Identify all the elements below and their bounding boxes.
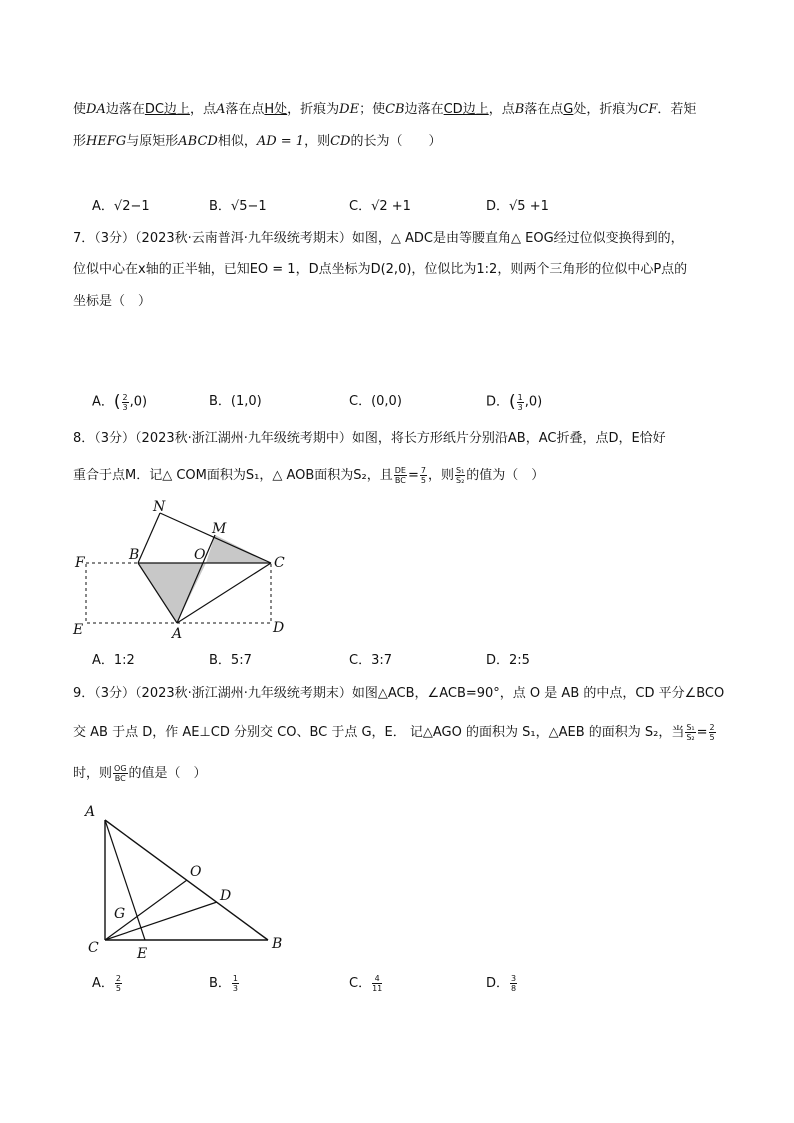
fraction-denominator: S₂ [455,476,465,485]
q6-text: 的长为（ ） [350,134,442,149]
fraction-denominator: BC [394,476,406,485]
q6-text: ，点 [488,102,515,117]
fraction-denominator: 11 [372,984,383,993]
q8-text: ，则 [427,468,454,483]
q6-math: B [514,102,525,117]
q7-option-b[interactable] [209,392,262,412]
q6-text: 使 [73,102,87,117]
fraction-numerator: 1 [232,974,239,983]
q6-text: 相似， [217,134,257,149]
q8-figure [70,495,300,645]
q8-fraction-s1-s2 [455,466,465,485]
q9-fraction-og-bc [113,764,128,783]
option-paren: ( [509,392,516,412]
option-text: √2−1 [113,199,150,214]
q6-text: ；使 [359,102,386,117]
option-text: √5−1 [230,199,267,214]
option-letter: B． [209,976,231,991]
fraction-denominator: 5 [420,476,426,485]
q8-line-2 [73,466,544,486]
q6-text: ，折痕为 [287,102,340,117]
q6-math: AD = 1 [256,134,305,149]
fraction-numerator: 4 [372,974,382,984]
option-fraction [232,974,239,993]
option-text: (1,0) [230,394,262,409]
option-letter: C． [349,199,372,214]
q6-math: CF [638,102,658,117]
fraction-numerator: OG [114,764,127,773]
fraction-numerator: 2 [115,974,121,983]
fraction-denominator: 5 [709,733,715,742]
q6-text: ．若矩 [657,102,697,117]
q7-option-a[interactable] [92,392,147,413]
option-letter: A． [92,394,114,410]
fraction-numerator: S₁ [686,723,695,732]
q9-label-e: E [137,946,148,962]
option-letter: C． [349,394,372,409]
fraction-denominator: S₂ [686,733,695,742]
fraction-denominator: BC [114,774,126,783]
q9-line-2 [73,723,717,743]
q9-text: 的值是（ ） [128,766,207,781]
option-letter: D． [486,976,510,991]
q6-underlined-text: H处 [264,102,288,117]
fraction-denominator: 3 [122,402,128,412]
q6-math: DE [339,102,360,117]
q6-text: 落在点 [225,102,265,117]
q8-label-b: B [129,547,140,563]
option-letter: A． [92,199,114,214]
option-fraction [122,393,129,412]
option-text: (0,0) [371,394,402,409]
q9-fraction-2-5 [709,723,716,742]
q7-line-2: 位似中心在x轴的正半轴，已知EO = 1，D点坐标为D(2,0)，位似比为1:2，则两个三角形的位似中心P点的 [73,262,688,277]
option-letter: B． [209,199,231,214]
q8-text: 重合于点M．记△ COM面积为S₁，△ AOB面积为S₂，且 [73,468,393,483]
q9-label-a: A [85,804,96,820]
option-letter: A． [92,976,114,991]
q8-text: 的值为（ ） [466,468,545,483]
q6-text: ，则 [304,134,331,149]
q9-text: 交 AB 于点 D，作 AE⊥CD 分别交 CO、BC 于点 G，E． 记△AGO 的面积为 S₁，△AEB 的面积为 S₂，当 [73,725,685,740]
q6-option-a[interactable] [92,197,150,217]
q6-option-c[interactable] [349,197,411,217]
q8-option-b[interactable] [209,651,252,671]
q9-label-c: C [88,940,99,956]
q9-option-c[interactable] [349,974,383,994]
q8-option-a[interactable] [92,651,135,671]
option-text: ,0) [129,394,148,410]
q9-label-d: D [220,888,232,904]
q9-label-o: O [190,864,202,880]
fraction-numerator: 1 [517,392,523,402]
q9-option-b[interactable] [209,974,240,994]
q9-option-a[interactable] [92,974,123,994]
q9-line-1: 9．（3分）（2023秋·浙江湖州·九年级统考期末）如图△ACB，∠ACB=90°，点 O 是 AB 的中点，CD 平分∠BCO [73,686,725,701]
q6-math: CD [330,134,351,149]
q8-label-f: F [75,555,85,571]
q8-line-bn [138,513,160,563]
option-fraction [517,393,524,412]
q8-shaded-triangle-aob [138,563,206,623]
q9-line-ae [105,820,145,940]
q6-line-1 [73,100,696,120]
q8-option-d[interactable] [486,651,530,671]
q6-math: DA [86,102,106,117]
fraction-denominator: 3 [517,402,523,412]
fraction-numerator: S₁ [455,466,465,475]
q8-label-d: D [273,620,285,636]
option-text: 2:5 [509,653,530,668]
q8-label-c: C [274,555,285,571]
q8-fraction-7-5 [420,466,427,485]
fraction-numerator: 2 [709,723,715,732]
q8-option-c[interactable] [349,651,392,671]
fraction-denominator: 8 [511,984,517,993]
fraction-numerator: 7 [420,466,426,475]
option-letter: D． [486,199,510,214]
fraction-denominator: 5 [115,984,121,993]
q6-text: 形 [73,134,87,149]
q6-underlined-text: DC边上 [144,102,190,117]
option-text: 5:7 [230,653,252,668]
q8-line-1: 8．（3分）（2023秋·浙江湖州·九年级统考期中）如图，将长方形纸片分别沿AB，AC折叠，点D，E恰好 [73,431,666,446]
q6-math: A [215,102,226,117]
q7-option-d[interactable] [486,392,542,413]
q6-underlined-text: CD边上 [443,102,489,117]
q9-fraction-s1-s2 [685,723,695,742]
q6-math: ABCD [178,134,218,149]
option-fraction [115,974,122,993]
q6-math: CB [385,102,405,117]
q7-line-1: 7．（3分）（2023秋·云南普洱·九年级统考期末）如图，△ ADC是由等腰直角△ EOG经过位似变换得到的， [73,231,684,246]
option-letter: B． [209,653,231,668]
q6-text: 处，折痕为 [573,102,639,117]
q8-label-e: E [73,622,84,638]
q8-label-o: O [194,547,206,563]
option-letter: D． [486,394,510,410]
fraction-numerator: DE [394,466,406,475]
option-paren: ( [113,392,121,412]
q9-line-3 [73,764,207,784]
q9-label-b: B [272,936,283,952]
option-letter: B． [209,394,231,409]
option-letter: C． [349,653,372,668]
q6-option-b[interactable] [209,197,267,217]
option-text: ,0) [524,394,543,410]
q9-text: 时，则 [73,766,113,781]
q6-underlined-text: G [563,102,574,117]
q8-label-m: M [212,521,227,537]
q8-text: = [407,468,419,483]
option-text: 1:2 [113,653,135,668]
option-fraction [372,974,382,993]
option-text: 3:7 [371,653,392,668]
q6-text: 边落在 [105,102,145,117]
option-text: √5 +1 [509,199,549,214]
q9-text: = [696,725,708,740]
q6-line-2 [73,132,442,152]
q6-text: ，点 [189,102,216,117]
fraction-numerator: 3 [511,974,517,983]
q7-line-3: 坐标是（ ） [73,294,152,309]
q8-label-n: N [153,499,166,515]
q6-text: 落在点 [524,102,564,117]
option-letter: D． [486,653,510,668]
q6-option-d[interactable] [486,197,549,217]
option-fraction [510,974,517,993]
q6-text: 与原矩形 [126,134,179,149]
fraction-denominator: 3 [232,984,239,993]
q9-label-g: G [114,906,126,922]
option-text: √2 +1 [371,199,411,214]
q7-option-c[interactable] [349,392,402,412]
fraction-numerator: 2 [122,392,128,402]
option-letter: C． [349,976,372,991]
option-letter: A． [92,653,114,668]
q6-text: 边落在 [404,102,444,117]
q9-figure [80,795,290,965]
q6-math: HEFG [86,134,127,149]
q9-option-d[interactable] [486,974,518,994]
q8-fraction-de-bc [394,466,407,485]
q8-label-a: A [172,626,183,642]
